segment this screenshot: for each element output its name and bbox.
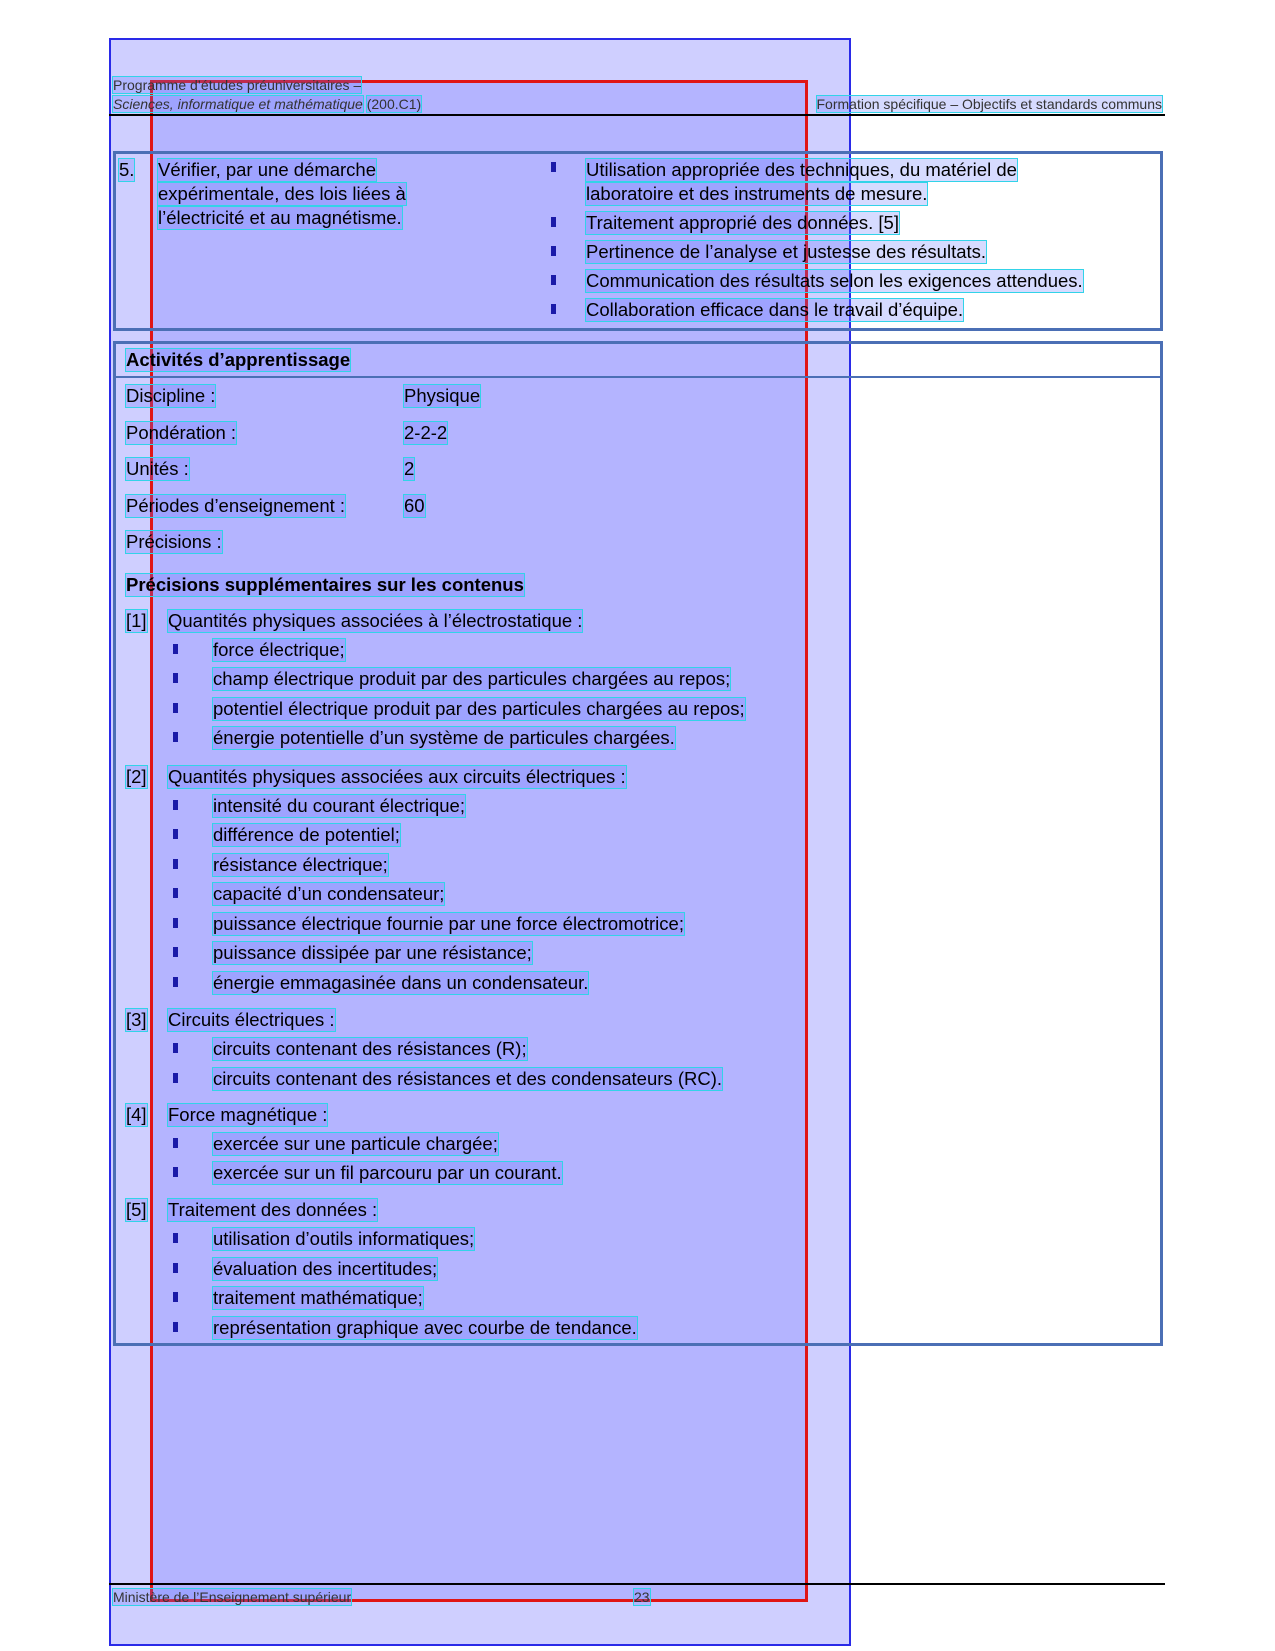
bullet [551,275,556,285]
bullet [173,1138,178,1148]
header-program-code: (200.C1) [366,96,422,112]
field-label-discipline: Discipline : [126,385,216,406]
bullet [173,732,178,742]
contents-subtitle: Précisions supplémentaires sur les contenus [126,574,524,595]
list-item: force électrique; [213,639,345,660]
bullet [173,703,178,713]
list-item: capacité d’un condensateur; [213,883,445,904]
criterion-2: Traitement approprié des données. [5] [586,212,899,233]
section-title: Traitement des données : [168,1199,378,1220]
header-divider [109,114,1165,116]
field-value-ponderation: 2-2-2 [404,422,448,443]
footer-divider [109,1583,1165,1585]
list-item: utilisation d’outils informatiques; [213,1228,475,1249]
criterion-5: Collaboration efficace dans le travail d’équipe. [586,299,964,320]
header-right: Formation spécifique – Objectifs et standards communs [816,96,1162,112]
section-number: [1] [126,610,147,631]
list-item: champ électrique produit par des particules chargées au repos; [213,668,731,689]
field-label-precisions: Précisions : [126,531,222,552]
list-item: traitement mathématique; [213,1287,423,1308]
section-number: [5] [126,1199,147,1220]
bullet [173,673,178,683]
header-line-1: Programme d’études préuniversitaires – [113,77,362,93]
criterion-1-line-2: laboratoire et des instruments de mesure. [586,183,928,204]
bullet [173,918,178,928]
list-item: circuits contenant des résistances (R); [213,1038,527,1059]
section-title: Force magnétique : [168,1104,328,1125]
bullet [551,217,556,227]
list-item: circuits contenant des résistances et des condensateurs (RC). [213,1068,722,1089]
activities-title-divider [113,376,1163,378]
criterion-3: Pertinence de l’analyse et justesse des résultats. [586,241,987,262]
footer-ministry: Ministère de l’Enseignement supérieur [113,1589,352,1605]
section-title: Quantités physiques associées aux circuits électriques : [168,766,626,787]
list-item: puissance électrique fournie par une force électromotrice; [213,913,684,934]
bullet [173,1043,178,1053]
bullet [173,947,178,957]
list-item: exercée sur un fil parcouru par un courant. [213,1162,562,1183]
section-number: [4] [126,1104,147,1125]
bullet [173,1073,178,1083]
section-number: [2] [126,766,147,787]
bullet [173,1263,178,1273]
bullet [173,829,178,839]
bullet [551,246,556,256]
list-item: représentation graphique avec courbe de tendance. [213,1317,637,1338]
bullet [173,888,178,898]
section-title: Quantités physiques associées à l’électrostatique : [168,610,583,631]
section-number: [3] [126,1009,147,1030]
list-item: puissance dissipée par une résistance; [213,942,532,963]
field-label-ponderation: Pondération : [126,422,237,443]
field-value-discipline: Physique [404,385,481,406]
element-line-1: Vérifier, par une démarche [158,159,377,180]
bullet [173,1292,178,1302]
field-label-unites: Unités : [126,458,189,479]
list-item: résistance électrique; [213,854,388,875]
bullet [551,304,556,314]
bullet [173,1167,178,1177]
list-item: évaluation des incertitudes; [213,1258,438,1279]
list-item: différence de potentiel; [213,824,400,845]
bullet [551,162,556,172]
element-line-2: expérimentale, des lois liées à [158,183,406,204]
header-program-name: Sciences, informatique et mathématique [113,96,363,112]
criterion-4: Communication des résultats selon les exigences attendues. [586,270,1083,291]
bullet [173,644,178,654]
section-title: Circuits électriques : [168,1009,335,1030]
list-item: énergie potentielle d’un système de particules chargées. [213,727,675,748]
list-item: énergie emmagasinée dans un condensateur. [213,972,589,993]
field-label-periodes: Périodes d’enseignement : [126,495,346,516]
element-number: 5. [119,159,135,180]
list-item: potentiel électrique produit par des particules chargées au repos; [213,698,745,719]
criterion-1-line-1: Utilisation appropriée des techniques, du matériel de [586,159,1017,180]
bullet [173,977,178,987]
bullet [173,859,178,869]
footer-page-number: 23 [634,1589,650,1605]
list-item: intensité du courant électrique; [213,795,465,816]
activities-title: Activités d’apprentissage [126,349,351,370]
bullet [173,1322,178,1332]
bullet [173,1233,178,1243]
list-item: exercée sur une particule chargée; [213,1133,498,1154]
field-value-unites: 2 [404,458,415,479]
header-program [113,96,421,112]
field-value-periodes: 60 [404,495,425,516]
bullet [173,800,178,810]
element-line-3: l’électricité et au magnétisme. [158,207,402,228]
